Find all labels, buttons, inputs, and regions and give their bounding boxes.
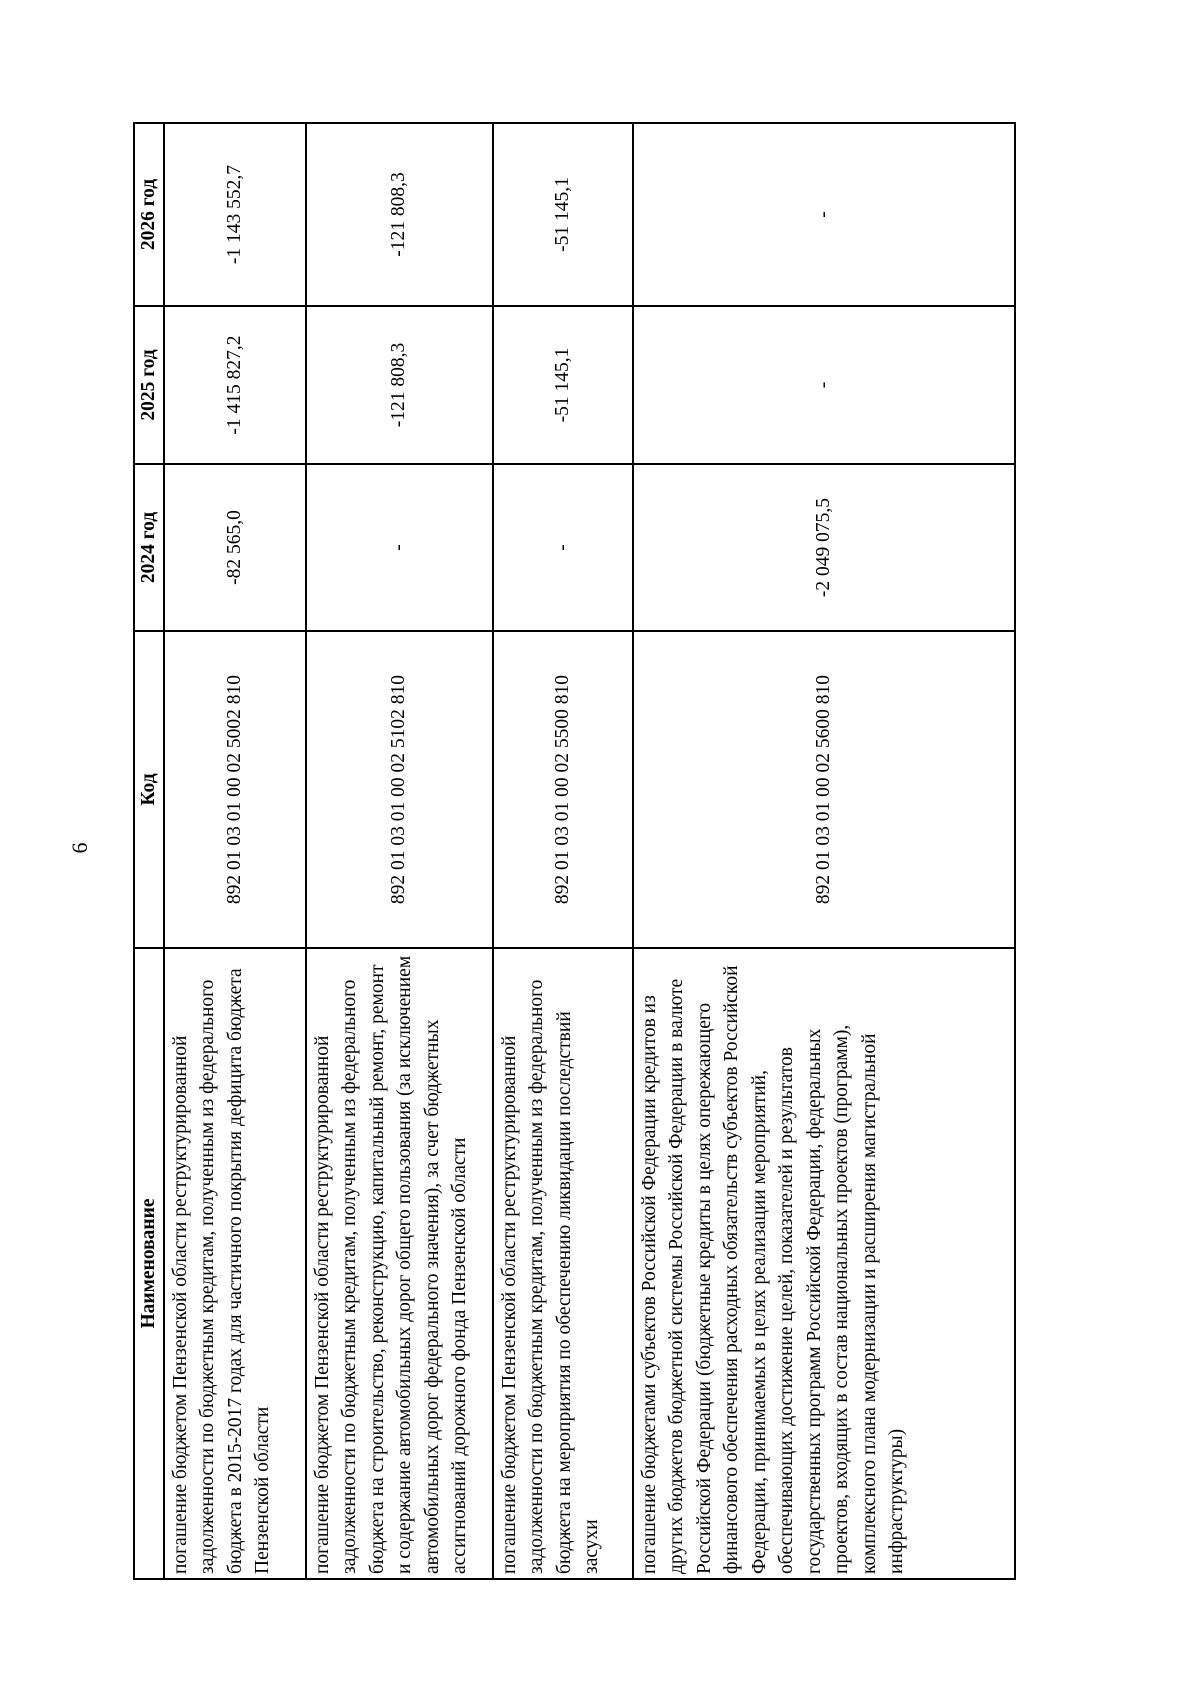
- cell-2025: -51 145,1: [493, 306, 633, 464]
- header-2025: 2025 год: [134, 306, 164, 464]
- page-number: 6: [67, 842, 92, 854]
- cell-code: 892 01 03 01 00 02 5500 810: [493, 631, 633, 948]
- table-header-row: [134, 123, 164, 1579]
- header-2024: 2024 год: [134, 464, 164, 631]
- cell-2026: -: [633, 123, 1015, 306]
- header-name: Наименование: [134, 948, 164, 1579]
- cell-2024: -: [306, 464, 493, 631]
- cell-2024: -2 049 075,5: [633, 464, 1015, 631]
- cell-2026: -51 145,1: [493, 123, 633, 306]
- cell-code: 892 01 03 01 00 02 5102 810: [306, 631, 493, 948]
- cell-2025: -121 808,3: [306, 306, 493, 464]
- cell-name: погашение бюджетом Пензенской области реструктурированной задолженности по бюджетным кредитам, полученным из федерального бюджета на мероприятия по обеспечению ликвидации последствий засухи: [493, 948, 633, 1579]
- table-row: [633, 123, 1015, 1579]
- cell-2026: -1 143 552,7: [164, 123, 306, 306]
- budget-table: [133, 122, 1016, 1580]
- table-row: [306, 123, 493, 1579]
- table-row: [164, 123, 306, 1579]
- cell-2025: -1 415 827,2: [164, 306, 306, 464]
- header-code: Код: [134, 631, 164, 948]
- cell-2025: -: [633, 306, 1015, 464]
- cell-name: погашение бюджетом Пензенской области реструктурированной задолженности по бюджетным кредитам, полученным из федерального бюджета в 2015-2017 годах для частичного покрытия дефицита бюджета Пензенской области: [164, 948, 306, 1579]
- cell-2026: -121 808,3: [306, 123, 493, 306]
- cell-name: погашение бюджетом Пензенской области реструктурированной задолженности по бюджетным кредитам, полученным из федерального бюджета на строительство, реконструкцию, капитальный ремонт, ремонт и содержание автомобильных дорог общего пользования (за исключением автомобильных дорог федерального значения), за счет бюджетных ассигнований дорожного фонда Пензенской области: [306, 948, 493, 1579]
- cell-2024: -82 565,0: [164, 464, 306, 631]
- cell-code: 892 01 03 01 00 02 5002 810: [164, 631, 306, 948]
- cell-code: 892 01 03 01 00 02 5600 810: [633, 631, 1015, 948]
- table-row: [493, 123, 633, 1579]
- cell-2024: -: [493, 464, 633, 631]
- rotated-table-container: [133, 124, 1010, 1580]
- header-2026: 2026 год: [134, 123, 164, 306]
- cell-name: погашение бюджетами субъектов Российской Федерации кредитов из других бюджетов бюджетной системы Российской Федерации в валюте Российской Федерации (бюджетные кредиты в целях опережающего финансового обеспечения расходных обязательств субъектов Российской Федерации, принимаемых в целях реализации мероприятий, обеспечивающих достижение целей, показателей и результатов государственных программ Российской Федерации, федеральных проектов, входящих в состав национальных проектов (программ), комплексного плана модернизации и расширения магистральной инфраструктуры): [633, 948, 1015, 1579]
